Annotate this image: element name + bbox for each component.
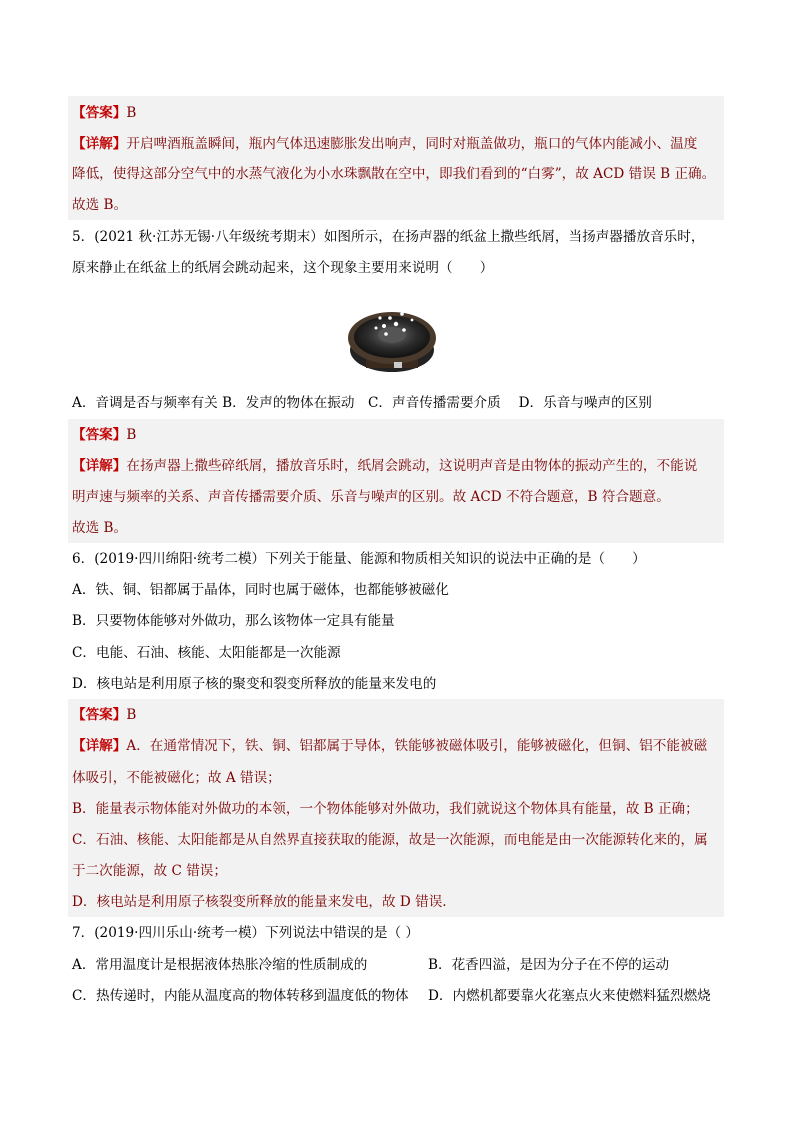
q5-options: A．音调是否与频率有关 B．发声的物体在振动 C．声音传播需要介质 D．乐音与噪声的区别 xyxy=(72,395,652,411)
q4-detail-line-2: 降低，使得这部分空气中的水蒸气液化为小水珠飘散在空中，即我们看到的“白雾”，故 ACD 错误 B 正确。 xyxy=(72,166,716,182)
answer-value: B xyxy=(126,427,137,443)
q6-detail-line-3: B．能量表示物体能对外做功的本领，一个物体能够对外做功，我们就说这个物体具有能量，故 B 正确； xyxy=(72,801,699,817)
q5-answer xyxy=(72,425,724,445)
q6-option-a: A．铁、铜、铝都属于晶体，同时也属于磁体，也都能够被磁化 xyxy=(72,582,449,598)
q7-option-c: C．热传递时，内能从温度高的物体转移到温度低的物体 xyxy=(72,988,409,1004)
answer-value: B xyxy=(126,707,137,723)
q6-option-b: B．只要物体能够对外做功，那么该物体一定具有能量 xyxy=(72,613,395,629)
answer-tag: 【答案】 xyxy=(72,105,127,121)
answer-tag: 【答案】 xyxy=(72,707,127,723)
q5-detail-line-2: 明声速与频率的关系、声音传播需要介质、乐音与噪声的区别。故 ACD 不符合题意，B 符合题意。 xyxy=(72,489,670,505)
q6-option-c: C．电能、石油、核能、太阳能都是一次能源 xyxy=(72,645,341,661)
q7-option-a: A．常用温度计是根据液体热胀冷缩的性质制成的 xyxy=(72,957,368,973)
detail-tag: 【详解】 xyxy=(72,458,127,474)
q7-stem: 7．(2019·四川乐山·统考一模）下列说法中错误的是（ ） xyxy=(72,925,419,941)
q4-detail-line-3: 故选 B。 xyxy=(72,197,128,213)
q5-detail-line-1: 【详解】在扬声器上撒些碎纸屑，播放音乐时，纸屑会跳动，这说明声音是由物体的振动产生的，不能说 xyxy=(72,458,698,474)
answer-value: B xyxy=(126,105,137,121)
q6-stem: 6．(2019·四川绵阳·统考二模）下列关于能量、能源和物质相关知识的说法中正确的是（ ） xyxy=(72,551,646,567)
q6-detail-line-6: D．核电站是利用原子核裂变所释放的能量来发电，故 D 错误. xyxy=(72,894,447,910)
q6-detail-line-4: C．石油、核能、太阳能都是从自然界直接获取的能源，故是一次能源，而电能是由一次能源转化来的，属 xyxy=(72,832,708,848)
q6-detail-line-1: 【详解】A．在通常情况下，铁、铜、铝都属于导体，铁能够被磁体吸引，能够被磁化，但铜、铝不能被磁 xyxy=(72,738,708,754)
q5-stem-line-1: 5．(2021 秋·江苏无锡·八年级统考期末）如图所示，在扬声器的纸盆上撒些纸屑，当扬声器播放音乐时， xyxy=(72,229,705,245)
detail-tag: 【详解】 xyxy=(72,136,127,152)
q6-detail-line-2: 体吸引，不能被磁化；故 A 错误； xyxy=(72,770,281,786)
q4-detail-line-1: 【详解】开启啤酒瓶盖瞬间，瓶内气体迅速膨胀发出响声，同时对瓶盖做功，瓶口的气体内能减小、温度 xyxy=(72,136,698,152)
q4-answer xyxy=(72,103,724,123)
q5-detail-line-3: 故选 B。 xyxy=(72,520,128,536)
q6-detail-line-5: 于二次能源，故 C 错误； xyxy=(72,863,227,879)
q6-answer xyxy=(72,705,724,725)
q5-stem-line-2: 原来静止在纸盆上的纸屑会跳动起来，这个现象主要用来说明（ ） xyxy=(72,260,494,276)
answer-tag: 【答案】 xyxy=(72,427,127,443)
detail-tag: 【详解】 xyxy=(72,738,127,754)
speaker-illustration xyxy=(346,290,442,382)
q7-option-b: B．花香四溢，是因为分子在不停的运动 xyxy=(428,957,670,973)
q7-option-d: D．内燃机都要靠火花塞点火来使燃料猛烈燃烧 xyxy=(428,988,711,1004)
q6-option-d: D．核电站是利用原子核的聚变和裂变所释放的能量来发电的 xyxy=(72,676,437,692)
